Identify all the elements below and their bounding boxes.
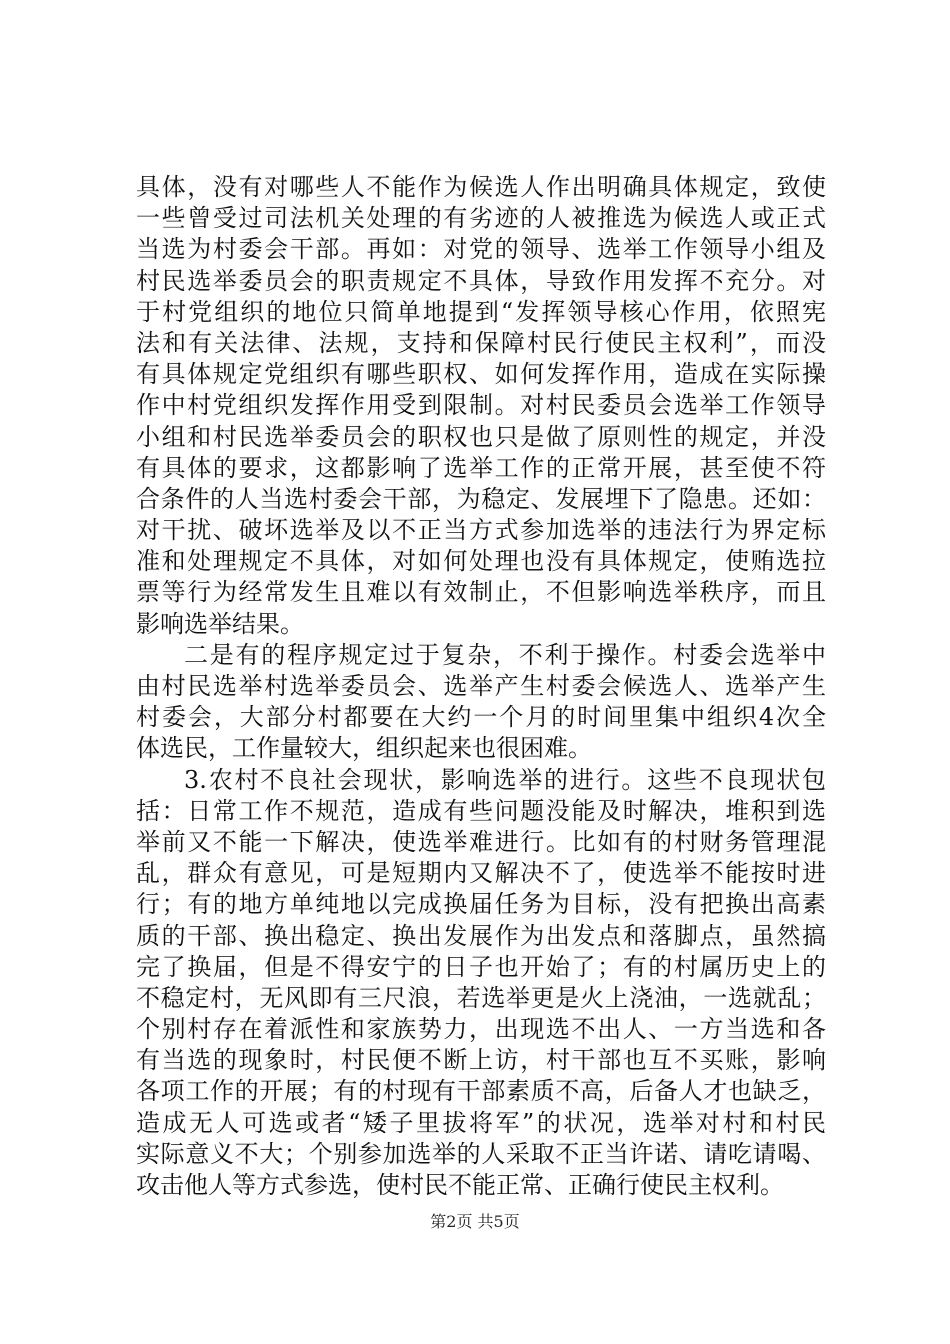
text-line: 由村民选举村选举委员会、选举产生村委会候选人、选举产生 <box>136 672 826 700</box>
text-line: 各项工作的开展；有的村现有干部素质不高，后备人才也缺乏， <box>136 1077 826 1106</box>
text-line: 村民选举委员会的职责规定不具体，导致作用发挥不充分。对 <box>136 266 826 295</box>
document-body <box>136 172 826 1201</box>
text-line: 对干扰、破坏选举及以不正当方式参加选举的违法行为界定标 <box>136 516 826 545</box>
text-line: 法和有关法律、法规，支持和保障村民行使民主权利”，而没 <box>136 328 826 357</box>
paragraph-2 <box>136 640 826 765</box>
text-line: 准和处理规定不具体，对如何处理也没有具体规定，使贿选拉 <box>136 547 826 576</box>
text-line: 影响选举结果。 <box>136 609 304 638</box>
text-line: 具体，没有对哪些人不能作为候选人作出明确具体规定，致使 <box>136 173 826 201</box>
text-line: 有具体规定党组织有哪些职权、如何发挥作用，造成在实际操 <box>136 360 826 389</box>
paragraph-3 <box>136 765 826 1202</box>
text-line: 小组和村民选举委员会的职权也只是做了原则性的规定，并没 <box>136 422 826 451</box>
text-line: 村委会，大部分村都要在大约一个月的时间里集中组织4次全 <box>136 703 826 732</box>
text-line: 造成无人可选或者“矮子里拔将军”的状况，选举对村和村民 <box>136 1108 826 1137</box>
text-line: 合条件的人当选村委会干部，为稳定、发展埋下了隐患。还如： <box>136 484 826 513</box>
page-number-footer: 第2页 共5页 <box>430 1212 520 1231</box>
text-line: 二是有的程序规定过于复杂，不利于操作。村委会选举中 <box>184 640 826 669</box>
text-line: 个别村存在着派性和家族势力，出现选不出人、一方当选和各 <box>136 1015 826 1044</box>
text-line: 质的干部、换出稳定、换出发展作为出发点和落脚点，虽然搞 <box>136 921 826 950</box>
text-line: 举前又不能一下解决，使选举难进行。比如有的村财务管理混 <box>136 827 826 856</box>
text-line: 不稳定村，无风即有三尺浪，若选举更是火上浇油，一选就乱； <box>136 983 826 1012</box>
text-line: 一些曾受过司法机关处理的有劣迹的人被推选为候选人或正式 <box>136 204 826 233</box>
text-line: 有具体的要求，这都影响了选举工作的正常开展，甚至使不符 <box>136 453 826 482</box>
text-line: 完了换届，但是不得安宁的日子也开始了；有的村属历史上的 <box>136 952 826 981</box>
text-line: 实际意义不大；个别参加选举的人采取不正当许诺、请吃请喝、 <box>136 1139 826 1168</box>
text-line: 括：日常工作不规范，造成有些问题没能及时解决，堆积到选 <box>136 796 826 825</box>
text-line: 行；有的地方单纯地以完成换届任务为目标，没有把换出高素 <box>136 890 826 919</box>
text-line: 体选民，工作量较大，组织起来也很困难。 <box>136 734 592 763</box>
text-line: 当选为村委会干部。再如：对党的领导、选举工作领导小组及 <box>136 235 826 264</box>
text-line: 攻击他人等方式参选，使村民不能正常、正确行使民主权利。 <box>136 1171 784 1199</box>
text-line: 乱，群众有意见，可是短期内又解决不了，使选举不能按时进 <box>136 859 826 888</box>
text-line: 作中村党组织发挥作用受到限制。对村民委员会选举工作领导 <box>136 391 826 420</box>
text-line: 有当选的现象时，村民便不断上访，村干部也互不买账，影响 <box>136 1046 826 1075</box>
text-line: 3.农村不良社会现状，影响选举的进行。这些不良现状包 <box>184 765 826 794</box>
paragraph-1 <box>136 172 826 640</box>
text-line: 票等行为经常发生且难以有效制止，不但影响选举秩序，而且 <box>136 578 826 607</box>
text-line: 于村党组织的地位只简单地提到“发挥领导核心作用，依照宪 <box>136 297 826 326</box>
